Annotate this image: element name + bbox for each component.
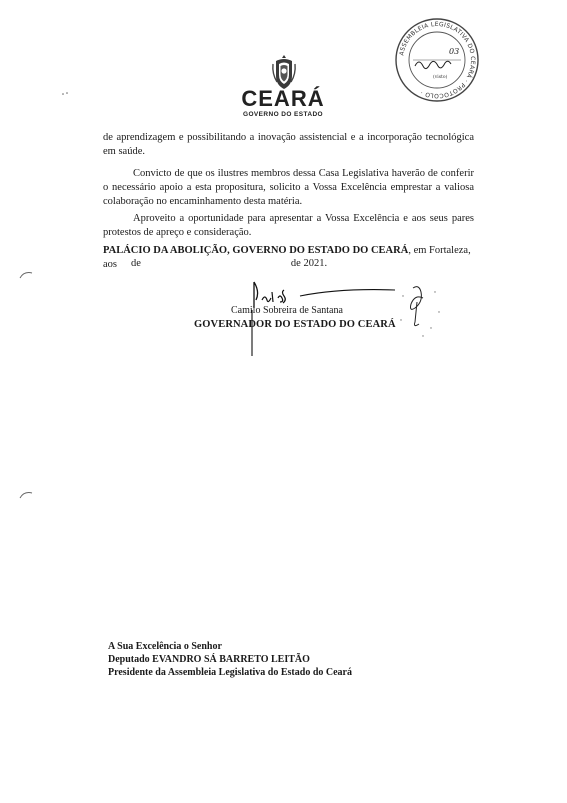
protocol-stamp	[393, 16, 481, 104]
date-de: de	[131, 258, 141, 269]
ceara-coat-of-arms-icon	[271, 54, 297, 90]
margin-mark	[18, 490, 34, 500]
initials-mark	[395, 282, 445, 342]
date-year: de 2021.	[290, 258, 328, 269]
paragraph-2: Convicto de que os ilustres membros dessa Casa Legislativa haverão de conferir o necessário apoio a esta propositura, solicito a Vossa Excelência emprestar a valiosa colaboração no encaminhamento desta matéria.	[103, 168, 474, 207]
signatory-name: Camilo Sobreira de Santana	[231, 305, 343, 316]
svg-text:03: 03	[449, 47, 460, 56]
addressee-salutation: A Sua Excelência o Senhor	[108, 641, 222, 652]
addressee-role: Presidente da Assembleia Legislativa do Estado do Ceará	[108, 667, 352, 678]
date-line	[131, 257, 327, 271]
palace-city: , em Fortaleza, aos	[103, 245, 471, 270]
addressee-block	[108, 640, 352, 679]
brand-name: CEARÁ	[241, 86, 325, 111]
paragraph-3: Aproveito a oportunidade para apresentar a Vossa Excelência e aos seus pares protestos de apreço e consideração.	[103, 213, 474, 238]
palace-name: PALÁCIO DA ABOLIÇÃO, GOVERNO DO ESTADO DO CEARÁ	[103, 245, 409, 256]
signatory-title: GOVERNADOR DO ESTADO DO CEARÁ	[194, 319, 396, 330]
margin-mark	[18, 270, 34, 280]
svg-text:ASSEMBLEIA LEGISLATIVA DO CEAR: ASSEMBLEIA LEGISLATIVA DO CEARÁ · PROTOCOLO ·	[398, 20, 477, 100]
brand-subtitle: GOVERNO DO ESTADO	[243, 111, 323, 118]
svg-text:(visto): (visto)	[433, 75, 448, 80]
paragraph-1: de aprendizagem e possibilitando a inovação assistencial e a incorporação tecnológica em saúde.	[103, 132, 474, 157]
margin-mark	[60, 90, 70, 98]
brand-logo	[233, 88, 333, 118]
addressee-name: Deputado EVANDRO SÁ BARRETO LEITÃO	[108, 654, 310, 665]
